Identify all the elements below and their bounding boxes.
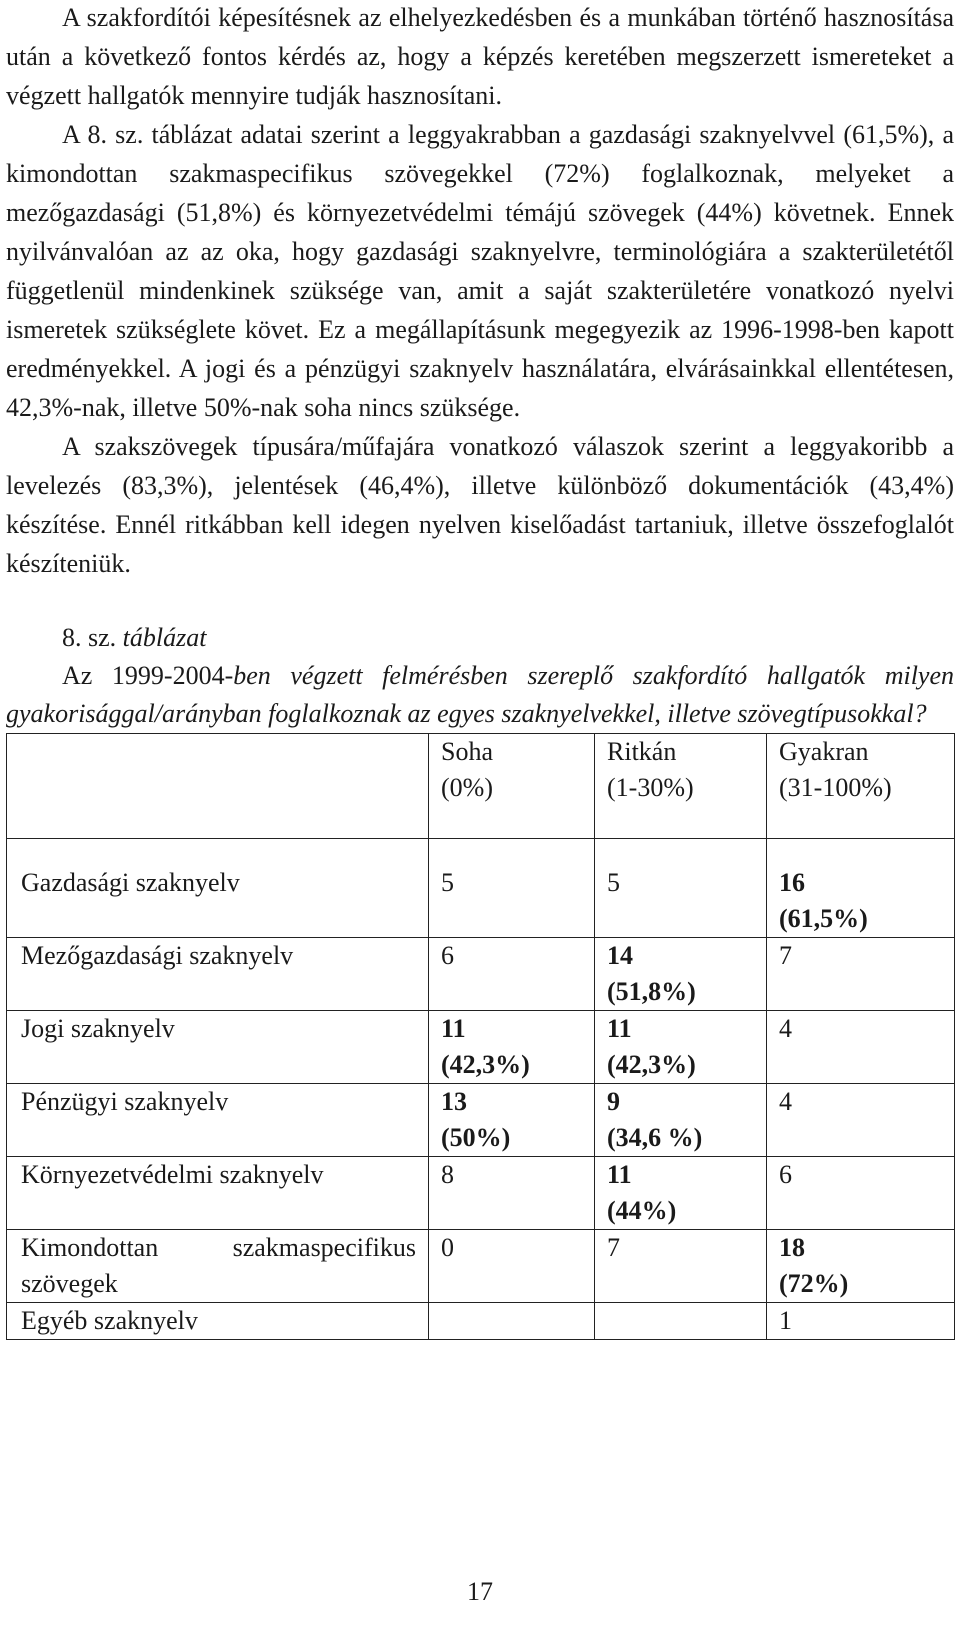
table-header-row (7, 734, 955, 839)
table-cell (595, 1084, 767, 1157)
row-label: Pénzügyi szaknyelv (7, 1084, 429, 1157)
cell-percent: (72%) (779, 1269, 849, 1298)
table-header-cell (7, 734, 429, 839)
header-line2: (1-30%) (607, 773, 694, 802)
table-cell (429, 1157, 595, 1230)
table-cell (429, 839, 595, 938)
cell-count: 7 (779, 941, 792, 970)
table-cell (595, 1157, 767, 1230)
table-cell (767, 1303, 955, 1340)
table-cell (595, 938, 767, 1011)
header-line1: Ritkán (607, 737, 677, 766)
cell-count: 16 (779, 868, 805, 897)
table-row (7, 1011, 955, 1084)
table-cell (767, 839, 955, 938)
cell-percent: (61,5%) (779, 904, 868, 933)
cell-count: 4 (779, 1014, 792, 1043)
table-cell (429, 1303, 595, 1340)
cell-count: 14 (607, 941, 633, 970)
spacer (6, 583, 954, 619)
table-row (7, 1230, 955, 1303)
table-row (7, 1084, 955, 1157)
cell-percent: (51,8%) (607, 977, 696, 1006)
row-label: Mezőgazdasági szaknyelv (7, 938, 429, 1011)
table-cell (595, 1011, 767, 1084)
cell-count: 8 (441, 1160, 454, 1189)
cell-percent: (50%) (441, 1123, 511, 1152)
table-cell (595, 1230, 767, 1303)
header-line2: (31-100%) (779, 773, 892, 802)
row-label: Környezetvédelmi szaknyelv (7, 1157, 429, 1230)
caption-title-plain: Az 1999-2004- (62, 661, 234, 690)
cell-count: 11 (607, 1014, 632, 1043)
cell-count: 6 (779, 1160, 792, 1189)
row-label: Gazdasági szaknyelv (7, 839, 429, 938)
cell-count: 4 (779, 1087, 792, 1116)
caption-number-italic: táblázat (122, 623, 207, 652)
table-body (7, 839, 955, 1340)
cell-count: 0 (441, 1233, 454, 1262)
paragraph-1: A szakfordítói képesítésnek az elhelyezkedésben és a munkában történő hasznosítása után a következő fontos kérdés az, hogy a képzés keretében megszerzett ismereteket a végzett hallgatók mennyire tudják hasznosítani. (6, 3, 954, 110)
row-label: Kimondottan szakmaspecifikus szövegek (7, 1230, 429, 1303)
cell-count: 7 (607, 1233, 620, 1262)
cell-percent: (34,6 %) (607, 1123, 703, 1152)
caption-number-plain: 8. sz. (62, 623, 117, 652)
paragraph-2: A 8. sz. táblázat adatai szerint a leggyakrabban a gazdasági szaknyelvvel (61,5%), a kimondottan szakmaspecifikus szövegekkel (72%) foglalkoznak, melyeket a mezőgazdasági (51,8%) és környezetvédelmi témájú szövegek (44%) követnek. Ennek nyilvánvalóan az az oka, hogy gazdasági szaknyelvre, terminológiára a szakterületétől függetlenül mindenkinek szüksége van, amit a saját szakterületére vonatkozó nyelvi ismeretek szükséglete követ. Ez a megállapításunk megegyezik az 1996-1998-ben kapott eredményekkel. A jogi és a pénzügyi szaknyelv használatára, elvárásainkkal ellentétesen, 42,3%-nak, illetve 50%-nak soha nincs szüksége. (6, 120, 954, 422)
table-cell (767, 938, 955, 1011)
table-caption-title (6, 657, 954, 733)
cell-count (441, 1303, 582, 1339)
table-cell (595, 839, 767, 938)
cell-count: 11 (441, 1014, 466, 1043)
table-header-cell (767, 734, 955, 839)
cell-count: 5 (441, 868, 454, 897)
table-row (7, 839, 955, 938)
cell-count: 5 (607, 868, 620, 897)
cell-count: 11 (607, 1160, 632, 1189)
table-row (7, 1157, 955, 1230)
cell-percent: (44%) (607, 1196, 677, 1225)
table-cell (767, 1011, 955, 1084)
cell-percent: (42,3%) (607, 1050, 696, 1079)
document-page (6, 0, 954, 1340)
cell-count: 1 (779, 1306, 792, 1335)
table-cell (767, 1157, 955, 1230)
table-cell (767, 1230, 955, 1303)
table-row (7, 1303, 955, 1340)
header-line1: Gyakran (779, 737, 869, 766)
header-line1: Soha (441, 737, 493, 766)
table-caption-number (62, 619, 954, 657)
header-line2: (0%) (441, 773, 493, 802)
cell-percent: (42,3%) (441, 1050, 530, 1079)
table-header-cell (429, 734, 595, 839)
caption-title-italic: ben végzett felmérésben szereplő szakfordító hallgatók milyen gyakorisággal/arányban foglalkoznak az egyes szaknyelvekkel, illetve szövegtípusokkal? (6, 661, 954, 728)
table-cell (595, 1303, 767, 1340)
table-cell (429, 1011, 595, 1084)
cell-count (607, 1303, 754, 1339)
table-cell (429, 938, 595, 1011)
frequency-table (6, 733, 955, 1340)
row-label: Jogi szaknyelv (7, 1011, 429, 1084)
table-row (7, 938, 955, 1011)
paragraph-3: A szakszövegek típusára/műfajára vonatkozó válaszok szerint a leggyakoribb a levelezés (83,3%), jelentések (46,4%), illetve különböző dokumentációk (43,4%) készítése. Ennél ritkábban kell idegen nyelven kiselőadást tartaniuk, illetve összefoglalót készíteniük. (6, 432, 954, 578)
table-cell (429, 1230, 595, 1303)
cell-count: 13 (441, 1087, 467, 1116)
page-number: 17 (467, 1577, 493, 1606)
table-header-cell (595, 734, 767, 839)
table-cell (429, 1084, 595, 1157)
cell-count: 9 (607, 1087, 620, 1116)
cell-count: 6 (441, 941, 454, 970)
table-cell (767, 1084, 955, 1157)
row-label: Egyéb szaknyelv (7, 1303, 429, 1340)
cell-count: 18 (779, 1233, 805, 1262)
